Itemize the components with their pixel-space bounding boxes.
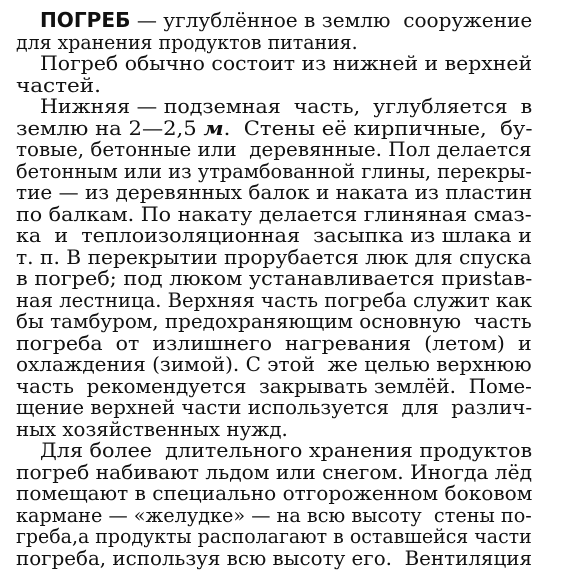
text-span: в погреб; под люком устанавливается приstав- [16,266,533,290]
paragraph-lower-part-line [16,181,532,203]
paragraph-lower-part-line [16,117,532,139]
paragraph-composition-line [16,74,101,96]
paragraph-lower-part-line [16,353,532,375]
text-span: землю на 2—2,5 [16,116,204,140]
paragraph-ice-storage-line [16,504,532,526]
text-span: ка и теплоизоляционная засыпка из шлака и [16,223,532,247]
text-span: щение верхней части используется для различ- [16,395,533,419]
text-span: Для более длительного хранения продуктов [40,438,533,462]
unit-text: м [203,116,224,140]
paragraph-lower-part-line [16,332,532,354]
text-span: помещают в специально отгороженном боковом [16,481,533,505]
paragraph-lower-part-line [16,138,532,160]
text-span: кармане — «желудке» — на всю высоту стены по- [16,503,532,527]
paragraph-lower-part-line [16,375,532,397]
text-span: погреба, используя всю высоту его. Вентиляция [16,546,532,570]
paragraph-ice-storage-line [16,461,532,483]
text-span: ная лестница. Верхняя часть погреба служит как [16,288,532,312]
text-span: тие — из деревянных балок и наката из пластин [16,180,533,204]
text-span: . Стены её кирпичные, бу- [223,116,533,140]
article-heading: ПОГРЕБ [40,8,131,32]
paragraph-lower-part-line [16,246,532,268]
paragraph-ice-storage-line [16,547,532,569]
paragraph-definition-line [40,9,532,31]
text-span: — углублённое в землю сооружение [130,8,533,32]
text-span: греба,а продукты располагают в оставшейся части [16,524,532,548]
paragraph-ice-storage-line [16,525,532,547]
text-span: ных хозяйственных нужд. [16,417,288,441]
paragraph-lower-part-line [16,310,532,332]
paragraph-ice-storage-line [40,439,532,461]
text-span: по балкам. По накату делается глиняная смаз- [16,202,532,226]
paragraph-lower-part-line [16,289,532,311]
paragraph-lower-part-line [16,203,532,225]
paragraph-lower-part-line [16,267,532,289]
text-span: Погреб обычно состоит из нижней и верхней [40,51,533,75]
text-span: погреба от излишнего нагревания (летом) и [16,331,532,355]
paragraph-definition-line [16,31,358,53]
paragraph-lower-part-line [16,396,532,418]
paragraph-composition-line [40,52,532,74]
text-span: для хранения продуктов питания. [16,30,358,54]
paragraph-lower-part-line [16,160,532,182]
text-span: охлаждения (зимой). С этой же целью верхнюю [16,352,532,376]
paragraph-lower-part-line [16,418,288,440]
paragraph-lower-part-line [40,95,532,117]
text-span: Нижняя — подземная часть, углубляется в [40,94,533,118]
text-span: погреб набивают льдом или снегом. Иногда лёд [16,460,533,484]
text-span: часть рекомендуется закрывать землёй. Поме- [16,374,532,398]
text-span: бетонным или из утрамбованной глины, перекры- [16,159,532,183]
text-span: т. п. В перекрытии прорубается люк для спуска [16,245,532,269]
text-span: товые, бетонные или деревянные. Пол делается [16,137,532,161]
text-span: частей. [16,73,101,97]
paragraph-lower-part-line [16,224,532,246]
text-span: бы тамбуром, предохраняющим основную часть [16,309,532,333]
paragraph-ice-storage-line [16,482,532,504]
